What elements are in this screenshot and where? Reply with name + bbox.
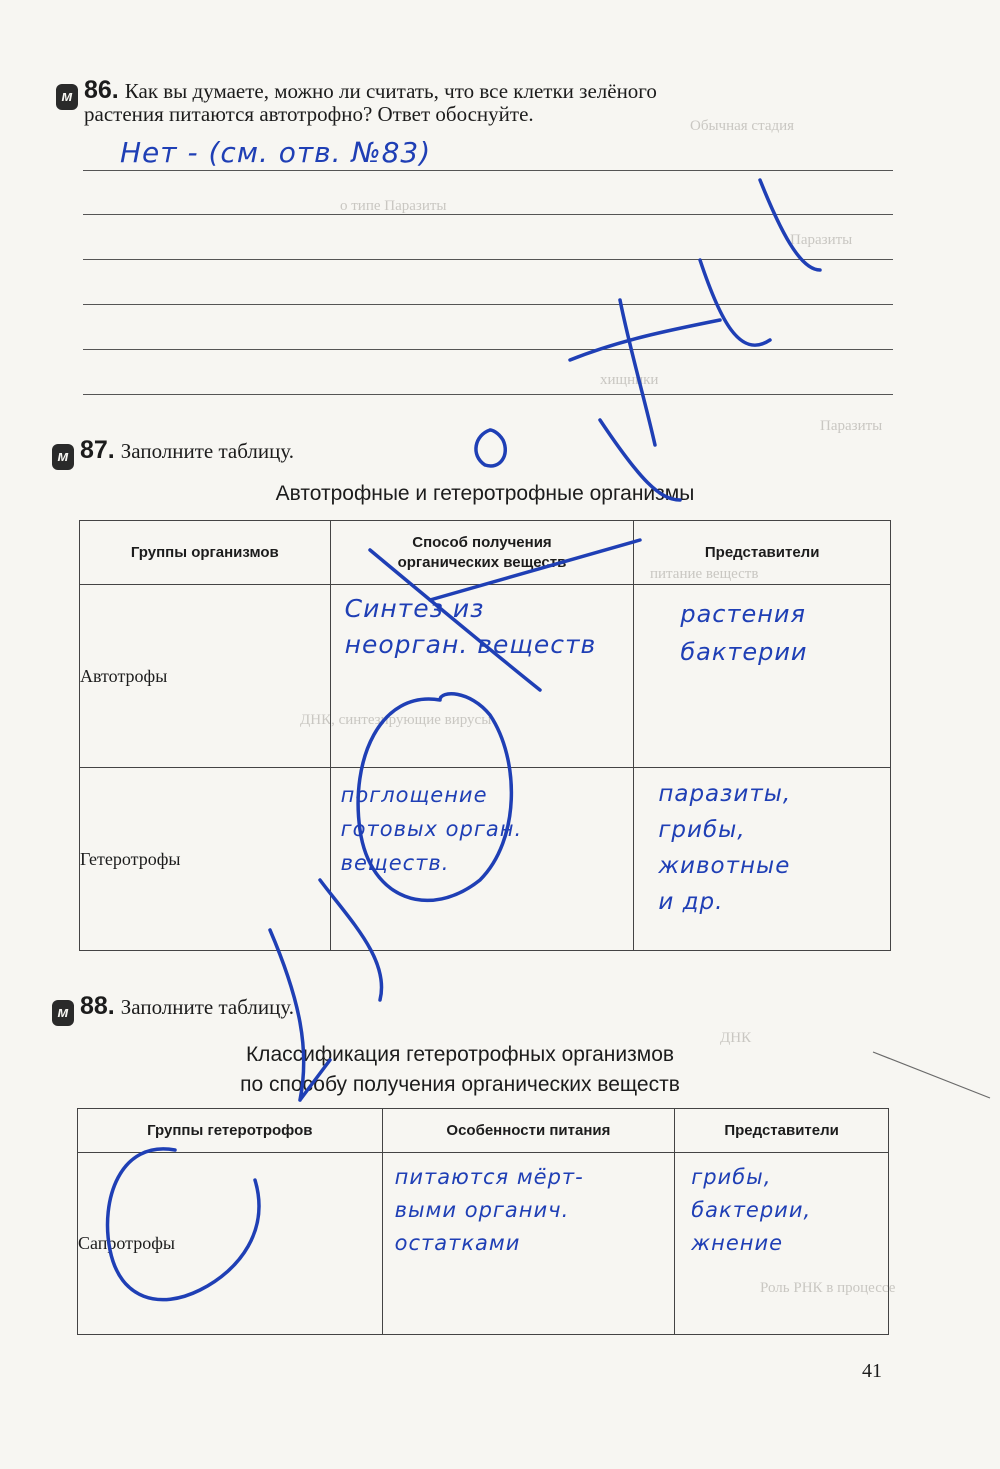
row-label-heterotrophs: Гетеротрофы <box>80 768 331 951</box>
table-header-row <box>78 1109 889 1153</box>
scribble-stroke <box>700 260 770 345</box>
answer-line <box>83 259 893 260</box>
handwritten-line: растения <box>680 600 806 628</box>
handwritten-text <box>341 778 523 880</box>
table-row <box>78 1153 889 1335</box>
examples-cell <box>675 1153 889 1335</box>
task-number: 88. <box>80 992 115 1020</box>
table-title-line: Классификация гетеротрофных организмов <box>245 1043 675 1066</box>
handwritten-text <box>691 1161 811 1260</box>
features-cell <box>382 1153 675 1335</box>
handwritten-line: бактерии, <box>691 1198 812 1222</box>
task-88-header <box>52 992 294 1023</box>
handwritten-line: грибы, <box>691 1165 772 1189</box>
answer-line <box>83 304 893 305</box>
column-header: Способ получения органических веществ <box>330 521 634 585</box>
column-header: Особенности питания <box>382 1109 675 1153</box>
task-number: 86. <box>84 76 119 104</box>
answer-line <box>83 214 893 215</box>
column-header: Группы организмов <box>80 521 331 585</box>
answer-line <box>83 349 893 350</box>
table-88-title <box>80 1040 840 1100</box>
method-cell <box>330 585 634 768</box>
task-number: 87. <box>80 436 115 464</box>
row-label-saprotrophs: Сапротрофы <box>78 1153 383 1335</box>
answer-line <box>83 394 893 395</box>
table-88 <box>77 1108 889 1335</box>
task-86-question-line2: растения питаются автотрофно? Ответ обоснуйте. <box>84 102 534 126</box>
scribble-stroke <box>570 320 720 360</box>
handwritten-line: паразиты, <box>658 781 792 807</box>
column-header: Представители <box>675 1109 889 1153</box>
task-86-handwritten-answer: Нет - (см. отв. №83) <box>120 136 432 169</box>
handwritten-text <box>680 595 807 671</box>
handwritten-line: животные <box>658 853 791 879</box>
handwritten-text <box>395 1161 584 1260</box>
workbook-page: Обычная стадия о типе Паразиты Паразиты хищники Паразиты питание веществ ДНК, синтезирующие вирусы ДНК Роль РНК в процессе м 86. Как вы думаете, можно ли считать, что все клетки зелёного растения питаются автотрофно? Ответ обоснуйте. Нет - (см. отв. №83) м 87. Заполните таблицу. Автотрофные и гетеротрофные организмы Группы организмов Способ получения органических веществ Представители Автотрофы Синтез из неорган. веществ растения бактерии Гетеротрофы поглощение готовых орган. веществ. паразиты, грибы, животные и др. м 88. Заполните таблицу. Классификация гетеротрофных организмов по способу получения органических веществ Группы гетеротрофов Особенности питания Представители Сапротрофы питаются мёрт- выми органич. остатками грибы, бактерии, жнение 41 <box>0 0 1000 1469</box>
method-badge-icon: м <box>52 444 74 470</box>
handwritten-line: бактерии <box>680 638 808 666</box>
handwritten-line: неорган. веществ <box>344 630 597 659</box>
handwritten-line: Синтез из <box>344 594 485 623</box>
handwritten-line: и др. <box>658 889 724 915</box>
column-header: Группы гетеротрофов <box>78 1109 383 1153</box>
method-cell <box>330 768 634 951</box>
table-87 <box>79 520 891 951</box>
handwritten-line: грибы, <box>658 817 746 843</box>
handwritten-text <box>345 591 597 663</box>
handwritten-line: жнение <box>691 1231 784 1255</box>
handwritten-line: питаются мёрт- <box>394 1165 584 1189</box>
handwritten-line: готовых орган. <box>340 817 523 841</box>
row-label-autotrophs: Автотрофы <box>80 585 331 768</box>
examples-cell <box>634 585 891 768</box>
table-row <box>80 585 891 768</box>
scribble-stroke <box>476 430 505 466</box>
table-header-row <box>80 521 891 585</box>
table-title-line: по способу получения органических веществ <box>240 1073 680 1096</box>
handwritten-line: веществ. <box>340 851 450 875</box>
task-87-header <box>52 436 294 467</box>
task-86-question-line1: Как вы думаете, можно ли считать, что все клетки зелёного <box>124 79 657 103</box>
scribble-stroke <box>760 180 820 270</box>
table-87-title: Автотрофные и гетеротрофные организмы <box>275 482 695 505</box>
table-row <box>80 768 891 951</box>
examples-cell <box>634 768 891 951</box>
method-badge-icon: м <box>52 1000 74 1026</box>
page-number: 41 <box>862 1360 882 1382</box>
handwritten-line: остатками <box>394 1231 521 1255</box>
handwritten-text <box>658 776 791 920</box>
answer-line <box>83 170 893 171</box>
task-87-instruction: Заполните таблицу. <box>120 439 295 463</box>
handwritten-line: выми органич. <box>394 1198 570 1222</box>
pencil-mark <box>873 1052 990 1098</box>
column-header: Представители <box>634 521 891 585</box>
task-88-instruction: Заполните таблицу. <box>120 995 295 1019</box>
method-badge-icon: м <box>56 84 78 110</box>
handwritten-line: поглощение <box>340 783 488 807</box>
